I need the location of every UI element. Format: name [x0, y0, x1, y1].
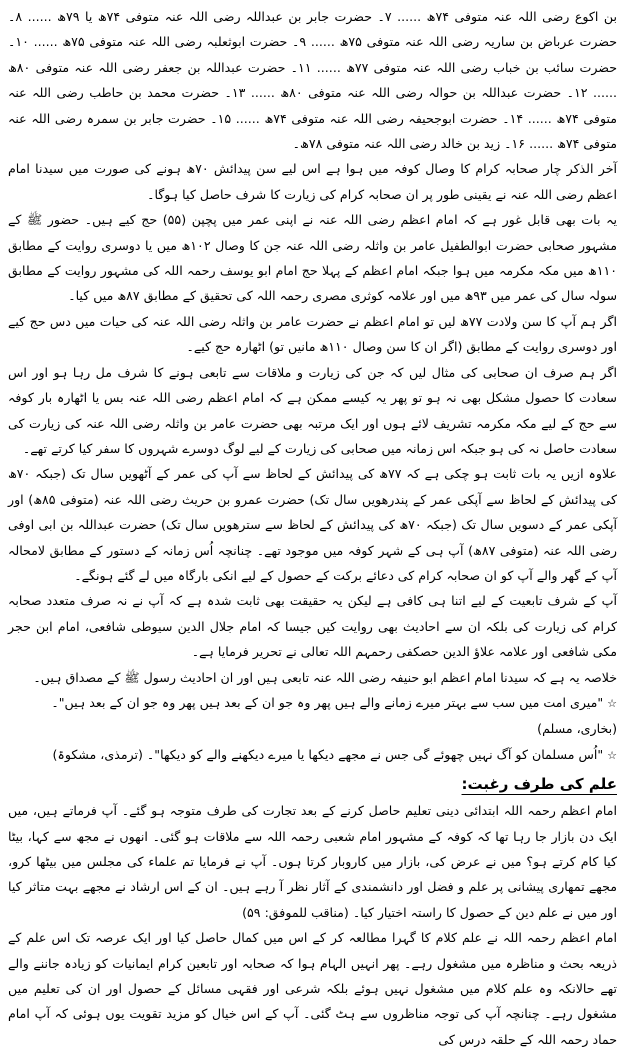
star-icon: ☆ — [607, 696, 617, 710]
paragraph-2: آخر الذکر چار صحابہ کرام کا وصال کوفہ میں ہوا ہے اس لیے سن پیدائش ۷۰ھ ہونے کی صورت میں سیدنا امام اعظم رضی اللہ عنہ نے یقینی طور پر ان صحابہ کرام کی زیارت کا شرف حاصل کیا ہوگا۔ — [8, 161, 618, 202]
section-paragraph-1: امام اعظم رحمہ اللہ ابتدائی دینی تعلیم حاصل کرنے کے بعد تجارت کی طرف متوجہ ہو گئے۔ آپ فرماتے ہیں، میں ایک دن بازار جا رہا تھا کہ کوفہ کے مشہور امام شعبی رحمہ اللہ سے ملاقات ہو گئی۔ انھوں نے مجھ سے کہا، بیٹا کیا کام کرتے ہو؟ میں نے عرض کی، بازار میں کاروبار کرتا ہوں۔ آپ نے فرمایا تم علماء کی مجلس میں بیٹھا کرو، مجھے تمھاری پیشانی پر علم و فضل اور دانشمندی کے آثار نظر آ رہے ہیں۔ ان کے اس ارشاد نے مجھے بہت متاثر کیا اور میں نے علم دین کے حصول کا راستہ اختیار کیا۔ (مناقب للموفق: ۵۹) — [8, 803, 617, 920]
paragraph-6: علاوہ ازیں یہ بات ثابت ہو چکی ہے کہ ۷۷ھ کی پیدائش کے لحاظ سے آپ کی عمر کے آٹھویں سال تک (جبکہ ۷۰ھ کی پیدائش کے لحاظ سے آپکی عمر کے پندرھویں سال تک) حضرت عمرو بن حریث رضی اللہ عنہ (متوفی ۸۵ھ) اور آپکی عمر کے دسویں سال تک (جبکہ ۷۰ھ کی پیدائش کے لحاظ سے سترھویں سال تک) حضرت عبداللہ بن ابی اوفی رضی اللہ عنہ (متوفی ۸۷ھ) آپ ہی کے شہر کوفہ میں موجود تھے۔ چنانچہ اُس زمانہ کے دستور کے مطابق لامحالہ آپ کے گھر والے آپ کو ان صحابہ کرام کی دعائے برکت کے حصول کے لیے انکی بارگاہ میں لے گئے ہونگے۔ — [8, 466, 617, 583]
hadith-quote-text: "اُس مسلمان کو آگ نہیں چھوئے گی جس نے مجھے دیکھا یا میرے دیکھنے والے کو دیکھا"۔ (ترمذی، مشکوۃ) — [52, 746, 604, 762]
paragraph-3: یہ بات بھی قابل غور ہے کہ امام اعظم رضی اللہ عنہ نے اپنی عمر میں پچپن (۵۵) حج کیے ہیں۔ حضور ﷺ کے مشہور صحابی حضرت ابوالطفیل عامر بن واثلہ رضی اللہ عنہ جن کا وصال ۱۰۲ھ میں یا دوسری روایت کے مطابق ۱۱۰ھ میں مکہ مکرمہ میں ہوا جبکہ امام اعظم کے پہلا حج امام ابو یوسف رحمہ اللہ کی مشہور روایت کے مطابق سولہ سال کی عمر میں ۹۳ھ میں اور علامہ کوثری مصری رحمہ اللہ کی تحقیق کے مطابق ۸۷ھ میں کیا۔ — [8, 212, 617, 304]
paragraph-7: آپ کے شرف تابعیت کے لیے اتنا ہی کافی ہے لیکن یہ حقیقت بھی ثابت شدہ ہے کہ آپ نے نہ صرف متعدد صحابہ کرام کی زیارت کی بلکہ ان سے احادیث بھی روایت کیں جیسا کہ امام جلال الدین سیوطی شافعی، امام ابن حجر مکی شافعی اور علامہ علاؤ الدین حصکفی رحمہم اللہ تعالی نے تحریر فرمایا ہے۔ — [8, 593, 617, 660]
paragraph-1: بن اکوع رضی اللہ عنہ متوفی ۷۴ھ ...... ۷۔ حضرت جابر بن عبداللہ رضی اللہ عنہ متوفی ۷۴ھ یا ۷۹ھ ...... ۸۔ حضرت عرباض بن ساریہ رضی اللہ عنہ متوفی ۷۵ھ ...... ۹۔ حضرت ابوثعلبہ رضی اللہ عنہ متوفی ۷۵ھ ...... ۱۰۔ حضرت سائب بن خباب رضی اللہ عنہ متوفی ۷۷ھ ...... ۱۱۔ حضرت عبداللہ بن جعفر رضی اللہ عنہ متوفی ۸۰ھ ...... ۱۲۔ حضرت عبداللہ بن حوالہ رضی اللہ عنہ متوفی ۸۰ھ ...... ۱۳۔ حضرت محمد بن حاطب رضی اللہ عنہ متوفی ۷۴ھ ...... ۱۴۔ حضرت ابوجحیفہ رضی اللہ عنہ متوفی ۷۴ھ ...... ۱۵۔ حضرت جابر بن سمرہ رضی اللہ عنہ متوفی ۷۴ھ ...... ۱۶۔ زید بن خالد رضی اللہ عنہ متوفی ۷۸ھ۔ — [8, 9, 617, 152]
paragraph-5: اگر ہم صرف ان صحابی کی مثال لیں کہ جن کی زیارت و ملاقات سے تابعی ہونے کا شرف مل رہا ہو اور اس سعادت کا حصول مشکل بھی نہ ہو تو پھر یہ کیسے ممکن ہے کہ امام اعظم رضی اللہ عنہ بس یا اٹھارہ بار کوفہ سے حج کے لیے مکہ مکرمہ تشریف لائے ہوں اور ایک مرتبہ بھی حضرت عامر بن واثلہ رضی اللہ عنہ کی زیارت کی سعادت حاصل نہ کی ہو جبکہ اس زمانہ میں صحابی کی زیارت کے لیے لوگ دوسرے شہروں کا سفر کیا کرتے تھے۔ — [8, 364, 617, 456]
section-paragraph-2: امام اعظم رحمہ اللہ نے علم کلام کا گہرا مطالعہ کر کے اس میں کمال حاصل کیا اور ایک عرصہ تک اس علم کے ذریعہ بحث و مناظرہ میں مشغول رہے۔ پھر انہیں الہام ہوا کہ صحابہ اور تابعین کرام ایمانیات کو زیادہ جاننے والے تھے حالانکہ وہ علم کلام میں مشغول نہیں ہوئے بلکہ شرعی اور فقہی مسائل کے حصول اور ان کی تعلیم میں مشغول رہے۔ چنانچہ آپ کی توجہ مناظروں سے ہٹ گئی۔ آپ کے اس خیال کو مزید تقویت یوں ہوئی کہ آپ امام حماد رحمہ اللہ کے حلقہ درس کی — [8, 930, 617, 1047]
hadith-quote-text: "میری امت میں سب سے بہتر میرے زمانے والے ہیں پھر وہ جو ان کے بعد ہیں پھر وہ جو ان کے بعد ہیں"۔ (بخاری، مسلم) — [51, 694, 617, 737]
hadith-quote — [8, 742, 617, 768]
star-icon: ☆ — [607, 748, 617, 762]
hadith-quote — [8, 690, 617, 742]
paragraph-8: خلاصہ یہ ہے کہ سیدنا امام اعظم ابو حنیفہ رضی اللہ عنہ تابعی ہیں اور ان احادیث رسول ﷺ کے مصداق ہیں۔ — [33, 669, 617, 685]
section-heading: علم کی طرف رغبت: — [461, 775, 617, 794]
paragraph-4: اگر ہم آپ کا سن ولادت ۷۷ھ لیں تو امام اعظم نے حضرت عامر بن واثلہ رضی اللہ عنہ کی حیات میں دس حج کیے اور دوسری روایت کے مطابق (اگر ان کا سن وصال ۱۱۰ھ مانیں تو) اٹھارہ حج کیے۔ — [8, 313, 617, 355]
